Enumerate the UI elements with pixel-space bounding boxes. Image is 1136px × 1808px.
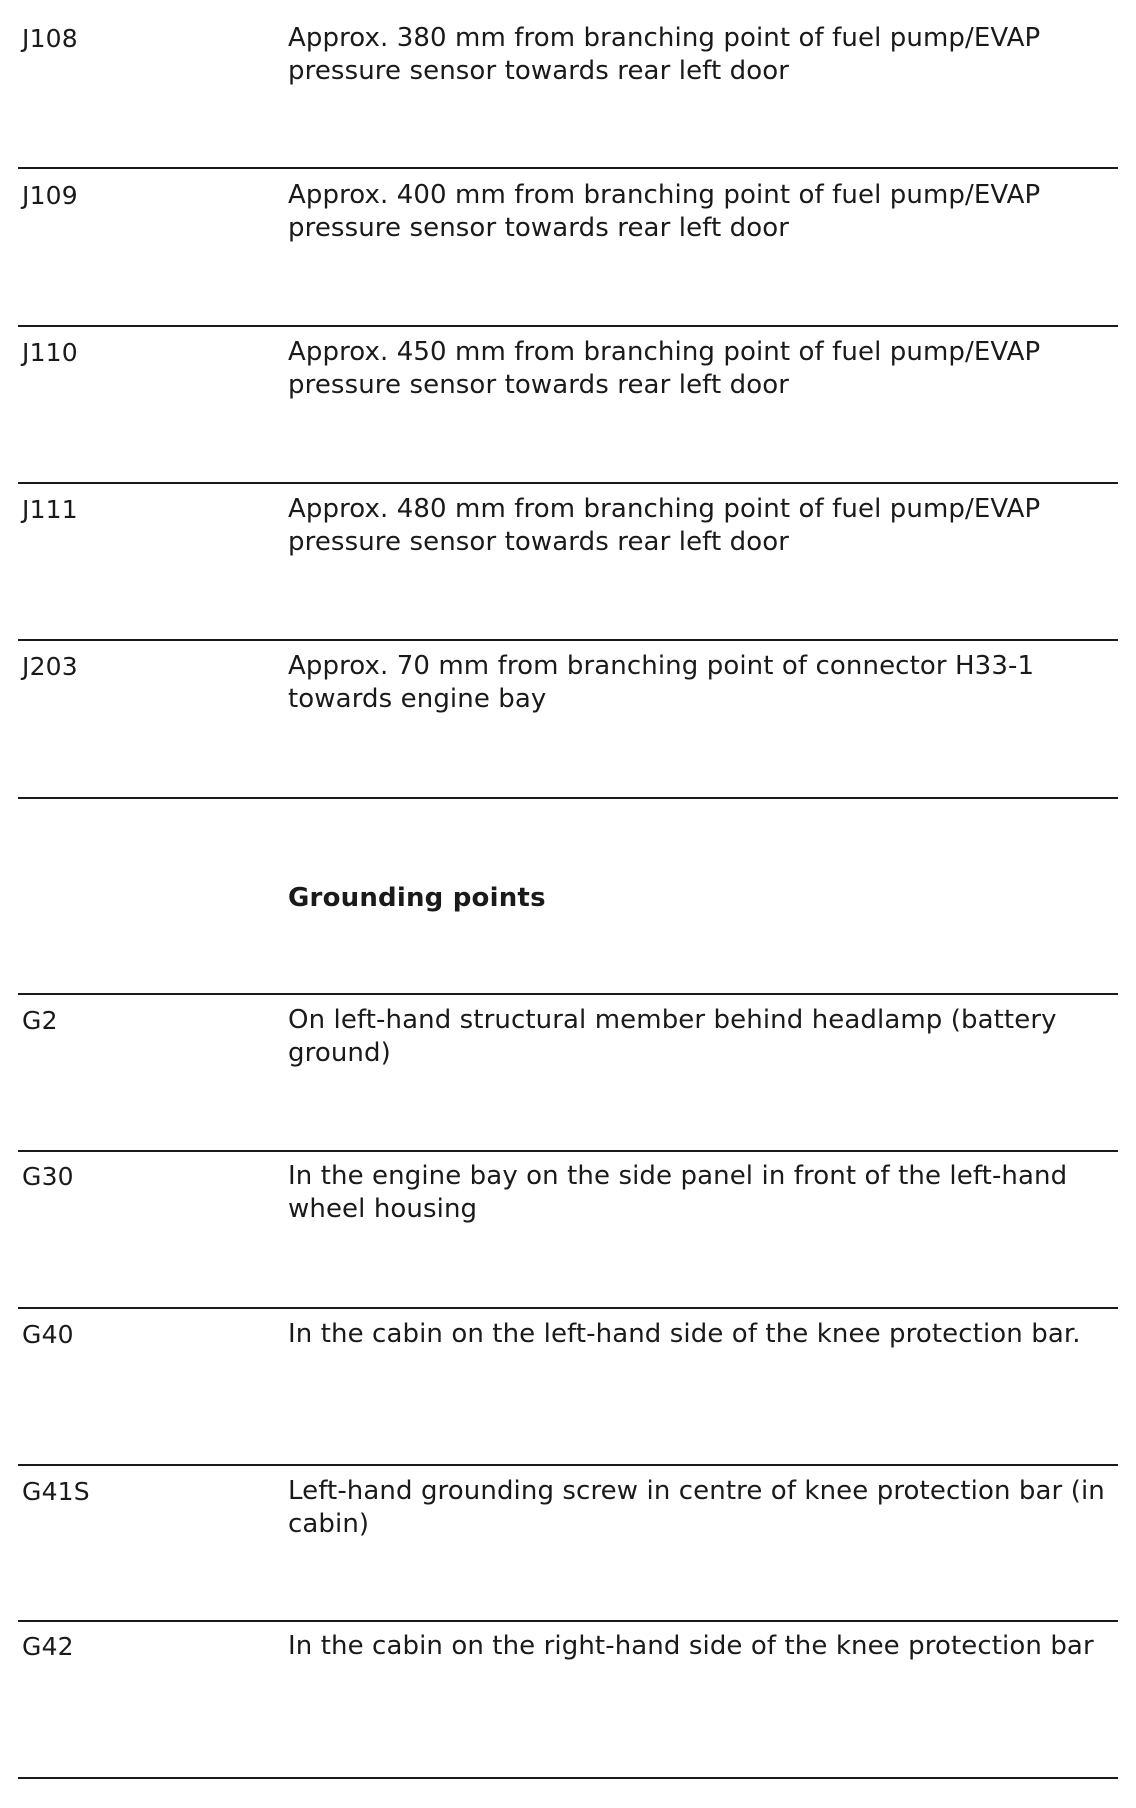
- row-divider: [18, 167, 1118, 169]
- row-description: Approx. 70 mm from branching point of connector H33-1 towards engine bay: [288, 651, 1035, 714]
- row-description: Approx. 380 mm from branching point of fuel pump/EVAP pressure sensor towards rear left door: [288, 23, 1041, 86]
- row-code: G40: [22, 1320, 74, 1349]
- row-divider: [18, 482, 1118, 484]
- row-code: G41S: [22, 1477, 90, 1506]
- row-description: Approx. 400 mm from branching point of fuel pump/EVAP pressure sensor towards rear left door: [288, 180, 1041, 243]
- row-description: Left-hand grounding screw in centre of knee protection bar (in cabin): [288, 1476, 1105, 1539]
- row-divider: [18, 1620, 1118, 1622]
- row-description: Approx. 480 mm from branching point of fuel pump/EVAP pressure sensor towards rear left door: [288, 494, 1041, 557]
- row-divider: [18, 1150, 1118, 1152]
- row-code: J109: [22, 181, 78, 210]
- row-description: In the cabin on the right-hand side of the knee protection bar: [288, 1631, 1094, 1661]
- row-divider: [18, 993, 1118, 995]
- row-divider: [18, 797, 1118, 799]
- row-divider: [18, 1464, 1118, 1466]
- row-code: G30: [22, 1162, 74, 1191]
- row-code: G42: [22, 1632, 74, 1661]
- row-code: J111: [22, 495, 78, 524]
- row-description: Approx. 450 mm from branching point of fuel pump/EVAP pressure sensor towards rear left door: [288, 337, 1041, 400]
- row-description: On left-hand structural member behind headlamp (battery ground): [288, 1005, 1057, 1068]
- row-divider: [18, 325, 1118, 327]
- row-description: In the engine bay on the side panel in front of the left-hand wheel housing: [288, 1161, 1068, 1224]
- row-description: In the cabin on the left-hand side of the knee protection bar.: [288, 1319, 1081, 1349]
- row-divider: [18, 1307, 1118, 1309]
- section-heading: Grounding points: [288, 883, 546, 913]
- row-divider: [18, 1777, 1118, 1779]
- row-code: J203: [22, 652, 78, 681]
- row-code: G2: [22, 1006, 58, 1035]
- row-code: J110: [22, 338, 78, 367]
- row-code: J108: [22, 24, 78, 53]
- row-divider: [18, 639, 1118, 641]
